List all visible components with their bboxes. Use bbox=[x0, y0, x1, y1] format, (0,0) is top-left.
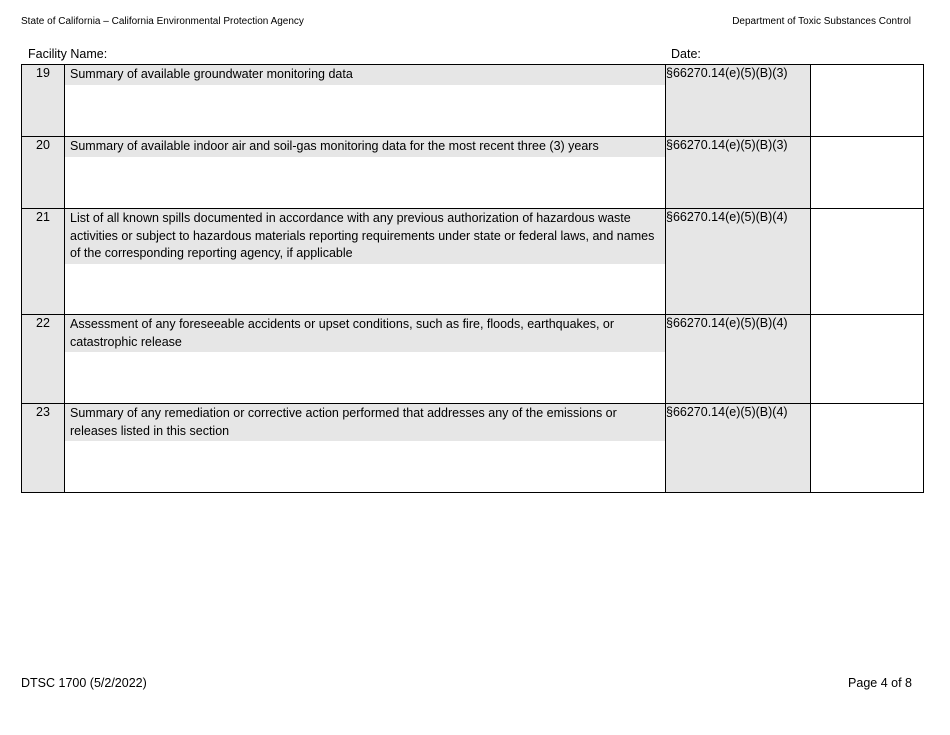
row-number: 19 bbox=[22, 65, 65, 137]
row-citation: §66270.14(e)(5)(B)(4) bbox=[666, 315, 811, 404]
row-description: Summary of any remediation or corrective action performed that addresses any of the emissions or releases listed in this section bbox=[65, 404, 665, 441]
row-response-cell[interactable] bbox=[811, 315, 924, 404]
row-citation: §66270.14(e)(5)(B)(3) bbox=[666, 137, 811, 209]
row-description: Summary of available groundwater monitoring data bbox=[65, 65, 665, 85]
row-description: List of all known spills documented in accordance with any previous authorization of hazardous waste activities or subject to hazardous materials reporting requirements under state or federal laws, and names of the corresponding reporting agency, if applicable bbox=[65, 209, 665, 264]
row-description-cell bbox=[65, 137, 666, 209]
row-response-cell[interactable] bbox=[811, 404, 924, 493]
row-description-cell bbox=[65, 315, 666, 404]
row-number: 20 bbox=[22, 137, 65, 209]
row-description-cell bbox=[65, 65, 666, 137]
table-row bbox=[22, 315, 924, 404]
table-row bbox=[22, 209, 924, 315]
row-description: Assessment of any foreseeable accidents or upset conditions, such as fire, floods, earthquakes, or catastrophic release bbox=[65, 315, 665, 352]
table-row bbox=[22, 65, 924, 137]
table-row bbox=[22, 137, 924, 209]
row-citation: §66270.14(e)(5)(B)(3) bbox=[666, 65, 811, 137]
row-response-cell[interactable] bbox=[811, 137, 924, 209]
form-identifier: DTSC 1700 (5/2/2022) bbox=[21, 676, 147, 690]
row-response-cell[interactable] bbox=[811, 65, 924, 137]
department-header: Department of Toxic Substances Control bbox=[732, 16, 911, 27]
table-row bbox=[22, 404, 924, 493]
row-number: 22 bbox=[22, 315, 65, 404]
agency-header: State of California – California Environmental Protection Agency bbox=[21, 16, 304, 27]
row-description-cell bbox=[65, 209, 666, 315]
row-number: 21 bbox=[22, 209, 65, 315]
row-citation: §66270.14(e)(5)(B)(4) bbox=[666, 209, 811, 315]
page-number: Page 4 of 8 bbox=[848, 676, 912, 690]
row-number: 23 bbox=[22, 404, 65, 493]
row-description-cell bbox=[65, 404, 666, 493]
checklist-table bbox=[21, 64, 924, 493]
row-citation: §66270.14(e)(5)(B)(4) bbox=[666, 404, 811, 493]
row-response-cell[interactable] bbox=[811, 209, 924, 315]
row-description: Summary of available indoor air and soil-gas monitoring data for the most recent three (3) years bbox=[65, 137, 665, 157]
facility-name-label: Facility Name: bbox=[28, 47, 108, 61]
date-label: Date: bbox=[671, 47, 701, 61]
